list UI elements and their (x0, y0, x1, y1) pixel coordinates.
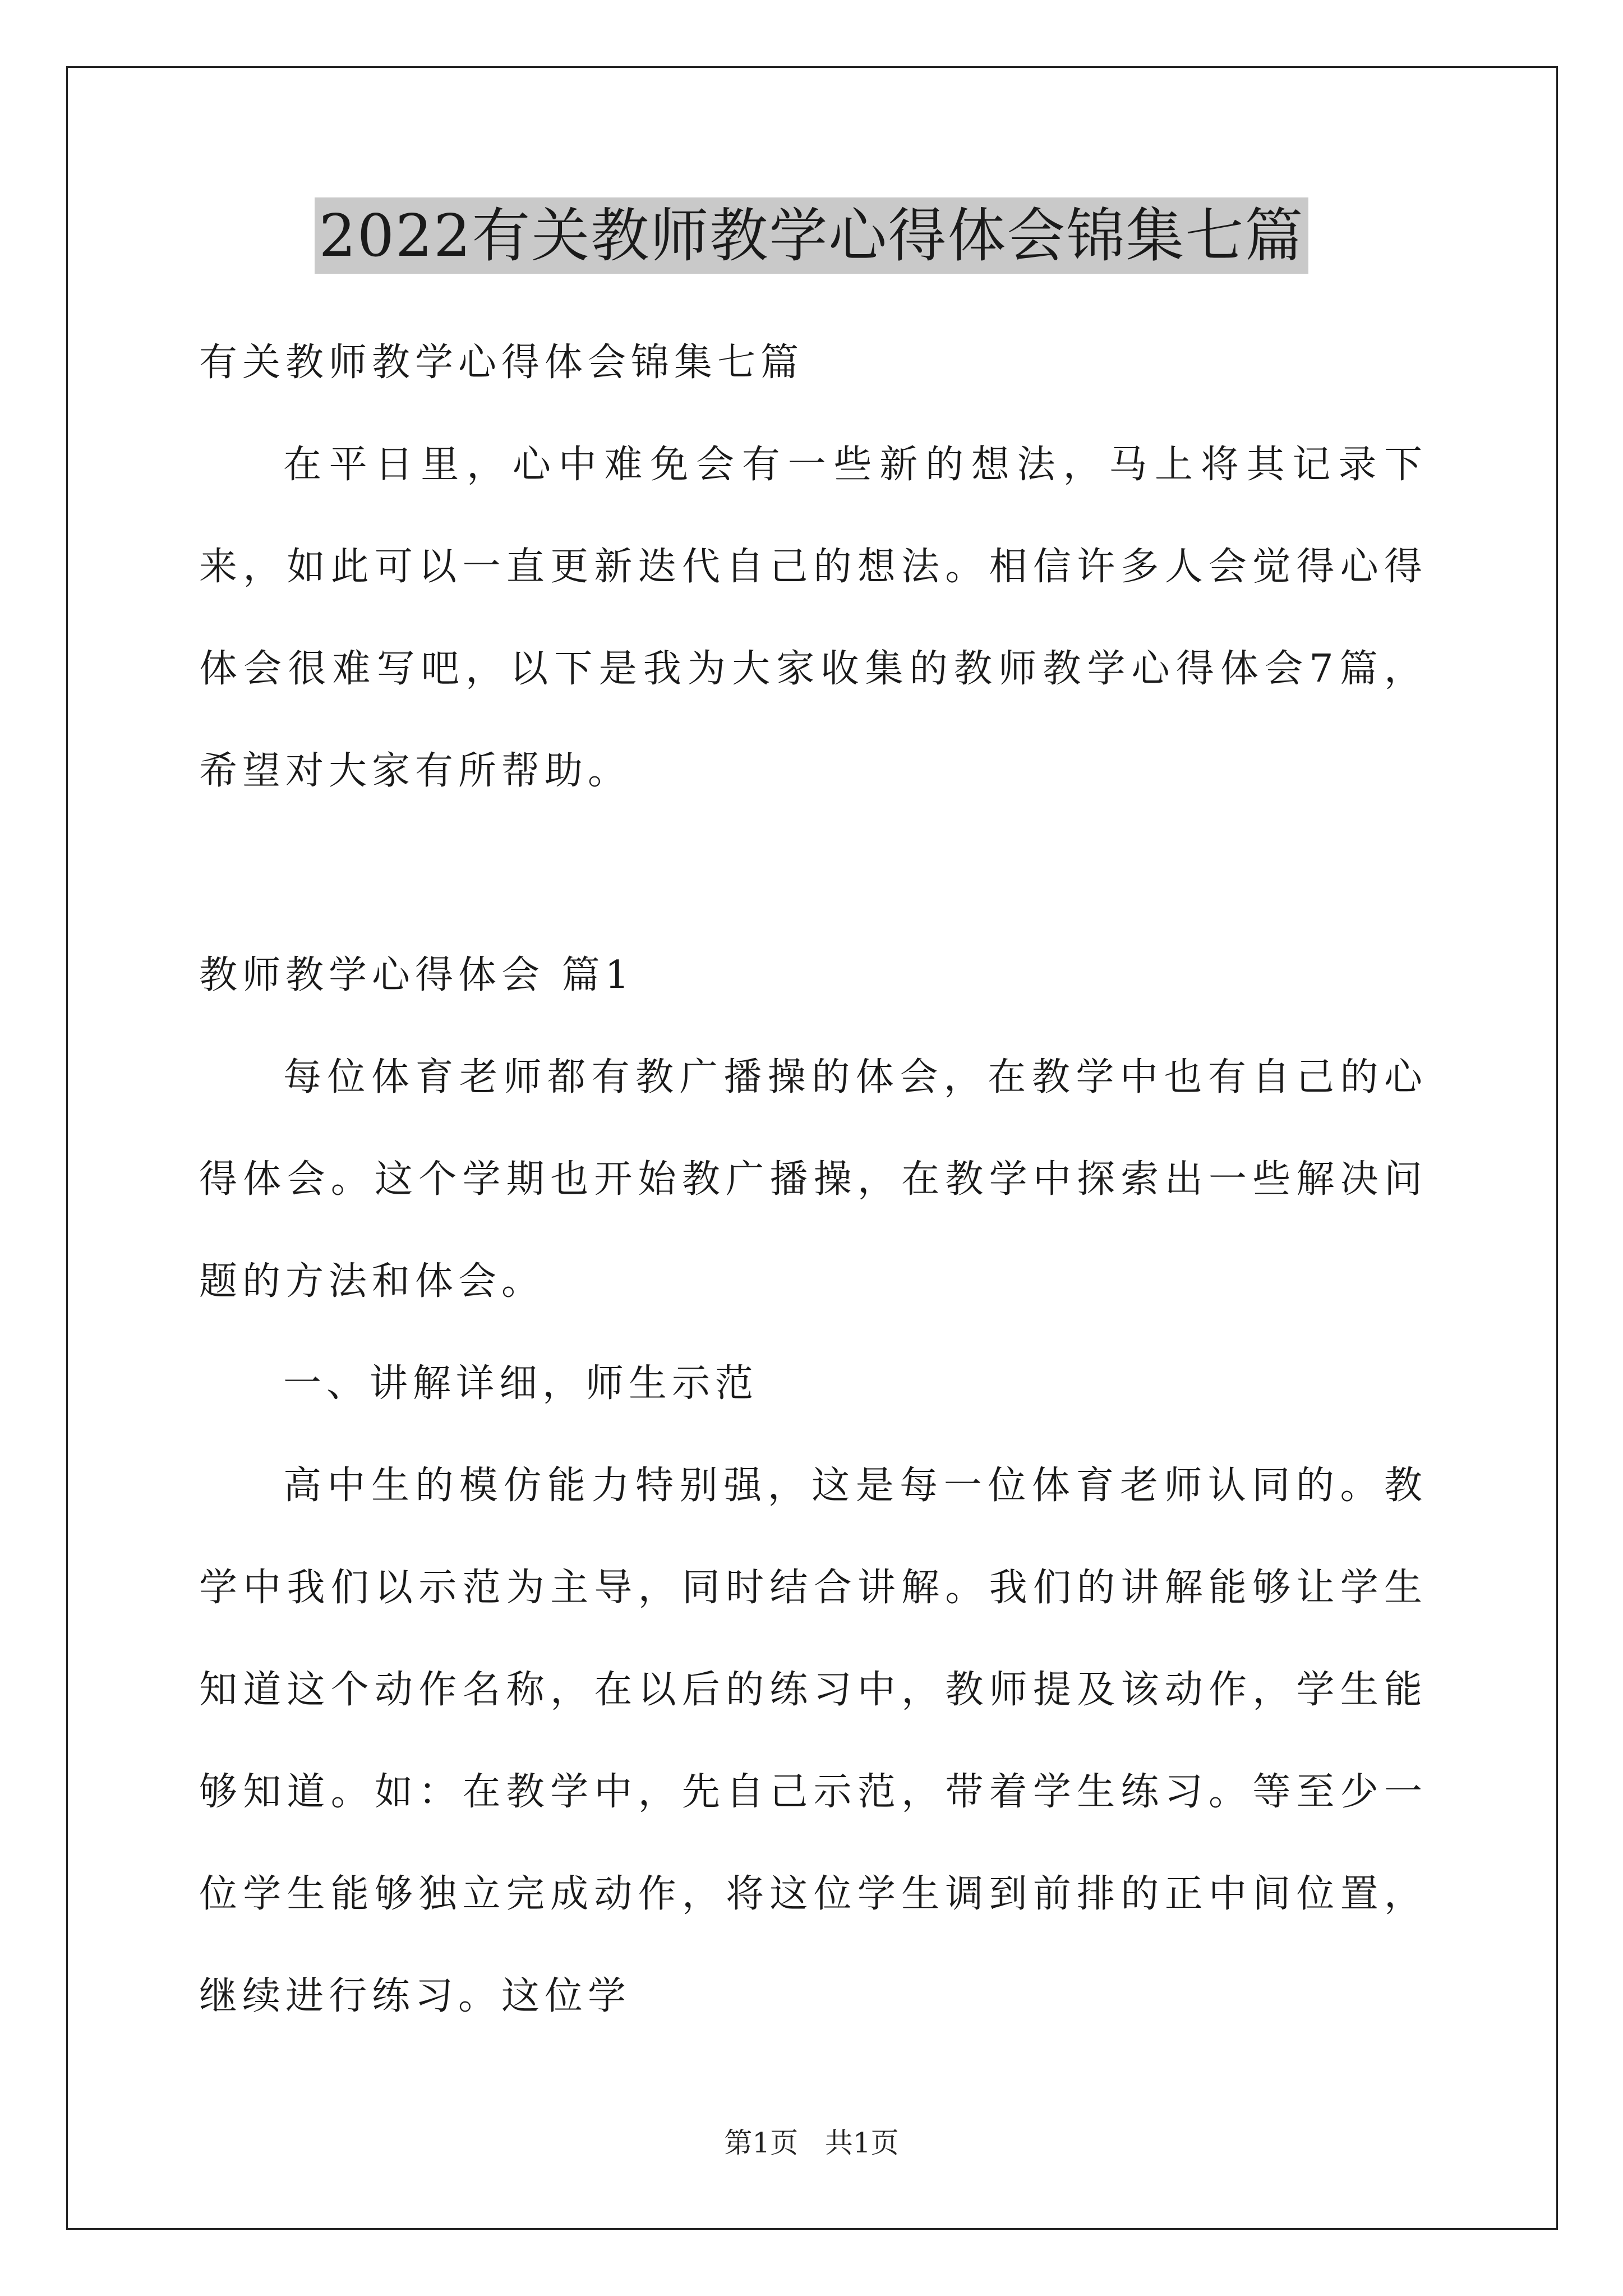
intro-paragraph: 在平日里，心中难免会有一些新的想法，马上将其记录下来，如此可以一直更新迭代自己的想法。相信许多人会觉得心得体会很难写吧，以下是我为大家收集的教师教学心得体会7篇，希望对大家有所帮助。 (199, 443, 1427, 793)
section-heading: 教师教学心得体会 篇1 (199, 953, 634, 997)
body-paragraph: 高中生的模仿能力特别强，这是每一位体育老师认同的。教学中我们以示范为主导，同时结合讲解。我们的讲解能够让学生知道这个动作名称，在以后的练习中，教师提及该动作，学生能够知道。如：在教学中，先自己示范，带着学生练习。等至少一位学生能够独立完成动作，将这位学生调到前排的正中间位置，继续进行练习。这位学 (199, 1464, 1427, 2018)
sub-heading: 一、讲解详细，师生示范 (283, 1361, 759, 1406)
document-title: 2022有关教师教学心得体会锦集七篇 (315, 197, 1309, 274)
document-body (199, 312, 1427, 2047)
title-container (0, 197, 1623, 274)
document-subtitle: 有关教师教学心得体会锦集七篇 (199, 341, 804, 385)
body-paragraph: 每位体育老师都有教广播操的体会，在教学中也有自己的心得体会。这个学期也开始教广播操，在教学中探索出一些解决问题的方法和体会。 (199, 1055, 1427, 1304)
page-footer: 第1页 共1页 (724, 2127, 899, 2159)
section-spacer (199, 822, 1427, 924)
